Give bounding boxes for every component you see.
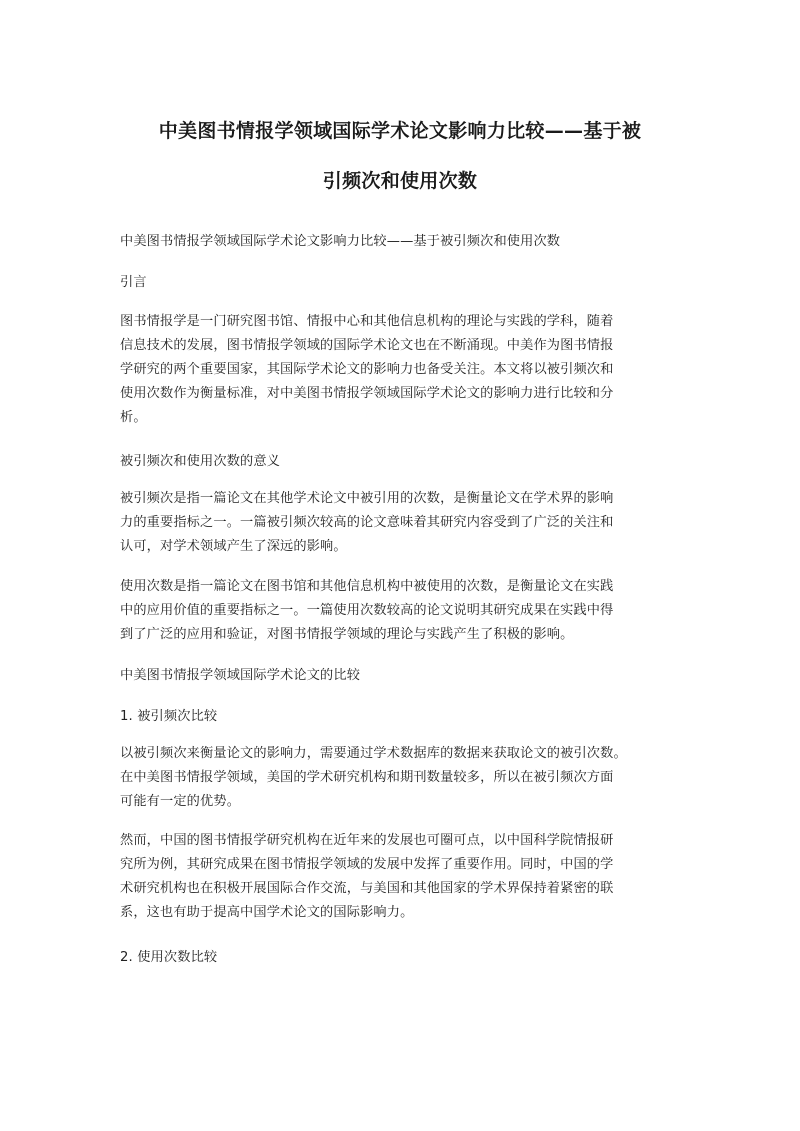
text-line: 在中美图书情报学领域，美国的学术研究机构和期刊数量较多，所以在被引频次方面 [120,770,614,785]
text-line: 使用次数是指一篇论文在图书馆和其他信息机构中被使用的次数，是衡量论文在实践 [120,579,614,594]
heading-section-2: 2. 使用次数比较 [120,950,218,965]
text-line: 术研究机构也在积极开展国际合作交流，与美国和其他国家的学术界保持着紧密的联 [120,881,614,896]
text-line: 图书情报学是一门研究图书馆、情报中心和其他信息机构的理论与实践的学科，随着 [120,314,614,329]
text-line: 究所为例，其研究成果在图书情报学领域的发展中发挥了重要作用。同时，中国的学 [120,857,614,872]
document-subtitle: 中美图书情报学领域国际学术论文影响力比较——基于被引频次和使用次数 [120,234,561,249]
heading-meaning: 被引频次和使用次数的意义 [120,454,281,469]
heading-compare: 中美图书情报学领域国际学术论文的比较 [120,668,361,683]
text-line: 以被引频次来衡量论文的影响力，需要通过学术数据库的数据来获取论文的被引次数。 [120,746,627,761]
text-line: 然而，中国的图书情报学研究机构在近年来的发展也可圈可点，以中国科学院情报研 [120,833,614,848]
text-line: 被引频次是指一篇论文在其他学术论文中被引用的次数，是衡量论文在学术界的影响 [120,491,614,506]
section-1-paragraph-2 [120,829,686,925]
text-line: 认可，对学术领域产生了深远的影响。 [120,539,347,554]
text-line: 中的应用价值的重要指标之一。一篇使用次数较高的论文说明其研究成果在实践中得 [120,603,614,618]
intro-paragraph [120,310,686,430]
text-line: 力的重要指标之一。一篇被引频次较高的论文意味着其研究内容受到了广泛的关注和 [120,515,614,530]
heading-section-1: 1. 被引频次比较 [120,709,218,724]
text-line: 信息技术的发展，图书情报学领域的国际学术论文也在不断涌现。中美作为图书情报 [120,338,614,353]
text-line: 可能有一定的优势。 [120,794,241,809]
text-line: 学研究的两个重要国家，其国际学术论文的影响力也备受关注。本文将以被引频次和 [120,362,614,377]
text-line: 析。 [120,410,147,425]
citation-paragraph [120,487,686,559]
section-1-paragraph-1 [120,742,686,814]
text-line: 系，这也有助于提高中国学术论文的国际影响力。 [120,905,414,920]
text-line: 到了广泛的应用和验证，对图书情报学领域的理论与实践产生了积极的影响。 [120,627,574,642]
text-line: 使用次数作为衡量标准，对中美图书情报学领域国际学术论文的影响力进行比较和分 [120,386,614,401]
heading-intro: 引言 [120,275,147,290]
document-title-line-1: 中美图书情报学领域国际学术论文影响力比较——基于被 [158,120,642,142]
document-title-line-2: 引频次和使用次数 [322,170,478,192]
usage-paragraph [120,575,686,647]
